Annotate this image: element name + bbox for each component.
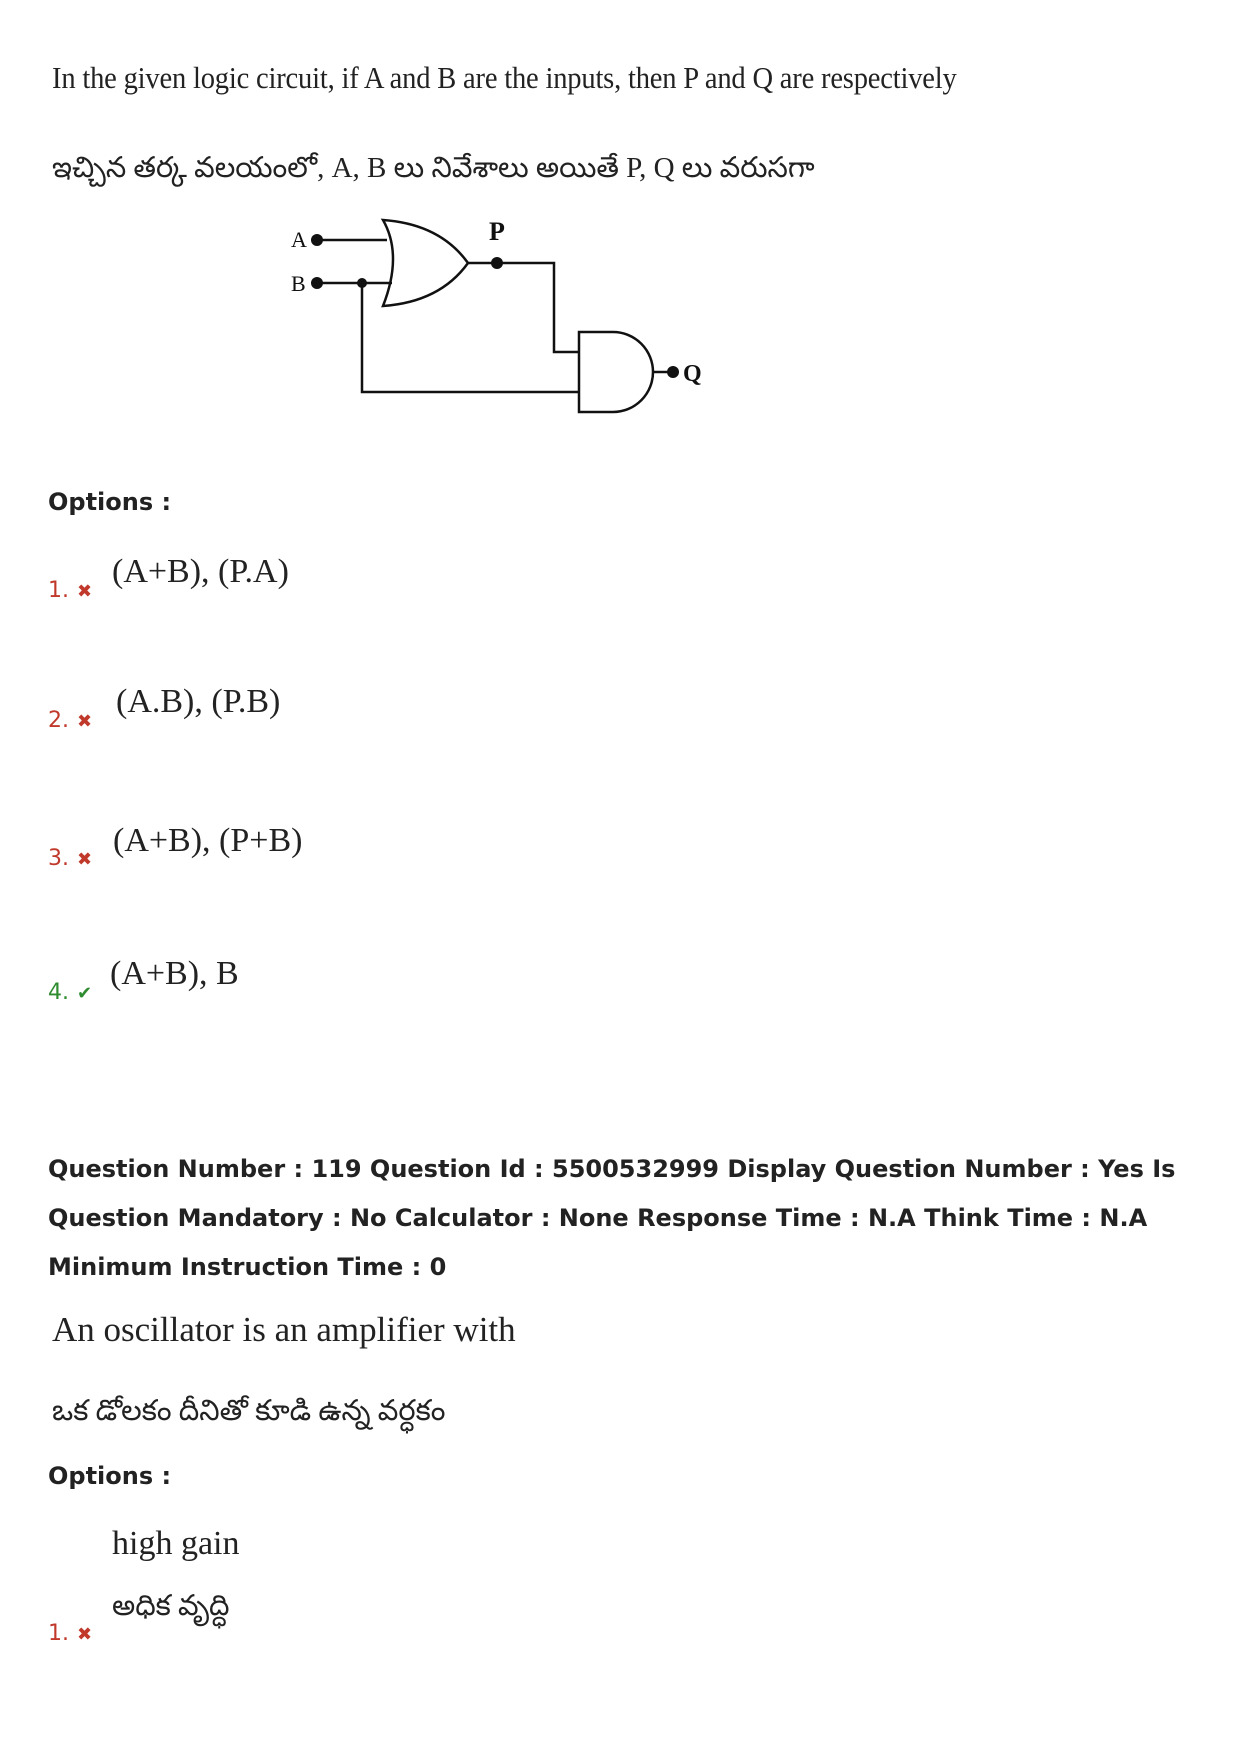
wrong-icon: ✖ [77,1624,93,1645]
option-1-number: 1. ✖ [48,1621,93,1646]
label-q: Q [683,361,702,387]
or-gate [383,220,468,306]
option-1-number: 1. ✖ [48,578,93,603]
option-1-text: (A+B), (P.A) [112,553,289,590]
wrong-icon: ✖ [77,581,93,602]
junction-node [357,278,367,288]
output-p-node [491,257,503,269]
option-3-text: (A+B), (P+B) [113,822,303,859]
check-icon: ✔ [77,983,93,1004]
input-b-node [311,277,323,289]
question-text-en: In the given logic circuit, if A and B are the inputs, then P and Q are respectively [52,60,957,95]
options-label: Options : [48,1462,172,1490]
wrong-icon: ✖ [77,849,93,870]
option-4-text: (A+B), B [110,955,239,992]
option-2-text: (A.B), (P.B) [116,683,281,720]
question-text-en: An oscillator is an amplifier with [52,1310,516,1349]
wrong-icon: ✖ [77,711,93,732]
input-a-node [311,234,323,246]
output-q-node [667,366,679,378]
option-2-number: 2. ✖ [48,708,93,733]
label-b: B [291,271,306,296]
label-a: A [291,227,307,252]
option-4-number: 4. ✔ [48,980,93,1005]
question-text-te: ఇచ్చిన తర్క వలయంలో, A, B లు నివేశాలు అయితే P, Q లు వరుసగా [52,152,815,184]
label-p: P [489,217,505,246]
options-label: Options : [48,488,172,516]
question-meta: Question Number : 119 Question Id : 5500532999 Display Question Number : Yes Is Question Mandatory : No Calculator : None Response Time : N.A Think Time : N.A Minimum Instruction Time : 0 [48,1155,1176,1281]
option-3-number: 3. ✖ [48,846,93,871]
and-gate [579,332,653,412]
logic-circuit-diagram [275,210,735,430]
question-text-te: ఒక డోలకం దీనితో కూడి ఉన్న వర్ధకం [52,1395,446,1427]
option-1-text-en: high gain [112,1525,240,1562]
option-1-text-te: అధిక వృద్ధి [112,1590,230,1622]
